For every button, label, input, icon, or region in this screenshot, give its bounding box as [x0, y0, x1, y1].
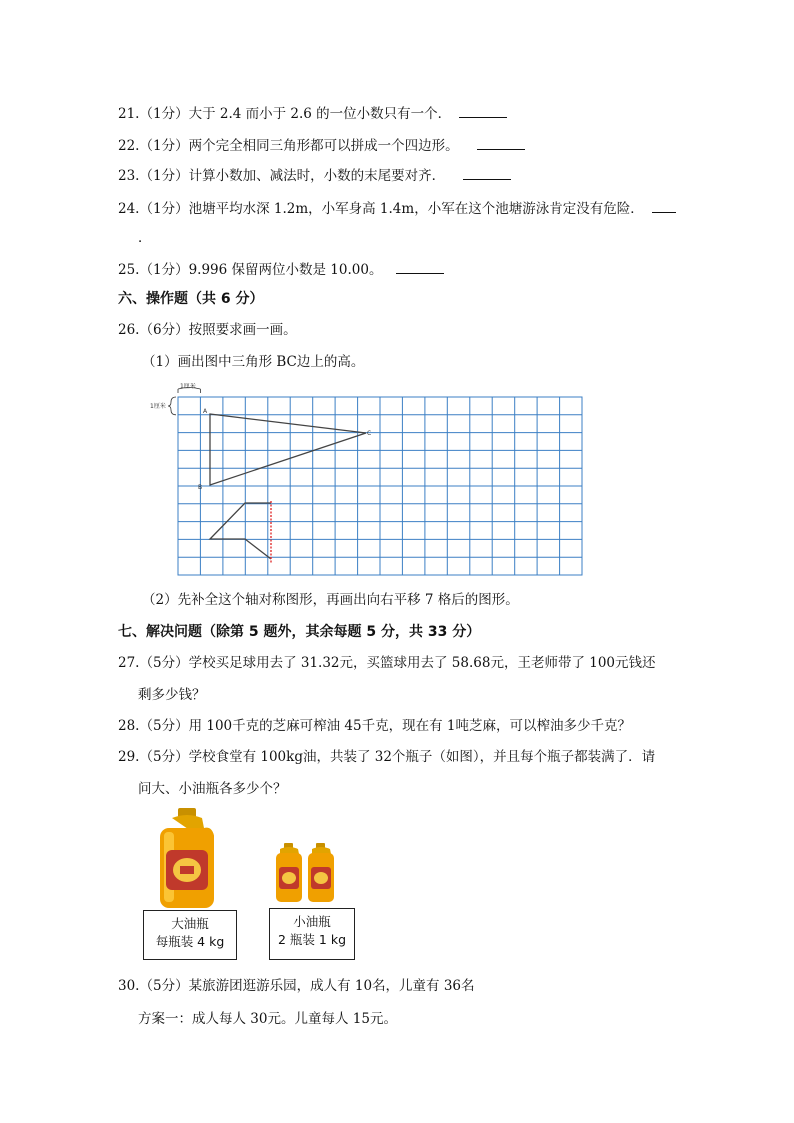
q-text: 学校买足球用去了 31.32元，买篮球用去了 58.68元，王老师带了 100元钱还 [188, 655, 656, 671]
answer-blank[interactable] [652, 198, 676, 213]
half-symmetric-shape [210, 503, 271, 559]
q-score: （6分） [139, 322, 189, 338]
point-a-label: A [203, 408, 208, 415]
q-num: 21. [118, 106, 140, 122]
q-num: 30. [118, 978, 140, 994]
question-26-part2: （2）先补全这个轴对称图形，再画出向右平移 7 格后的图形。 [142, 592, 519, 608]
small-bottle-label [269, 908, 355, 960]
small-bottle-capacity: 2 瓶装 1 kg [278, 932, 346, 947]
answer-blank[interactable] [463, 165, 511, 180]
q-text: 大于 2.4 而小于 2.6 的一位小数只有一个． [188, 106, 452, 122]
q-num: 27. [118, 655, 140, 671]
question-22 [118, 135, 525, 155]
question-25 [118, 259, 444, 279]
q-text: 用 100千克的芝麻可榨油 45千克，现在有 1吨芝麻，可以榨油多少千克？ [188, 718, 631, 734]
question-27-cont: 剩多少钱？ [138, 687, 206, 703]
unit-brace-left [168, 397, 176, 415]
q-score: （1分） [139, 262, 189, 278]
answer-blank[interactable] [477, 135, 525, 150]
question-26-part1: （1）画出图中三角形 BC边上的高。 [142, 354, 365, 370]
q-score: （5分） [139, 749, 189, 765]
q-score: （1分） [139, 138, 189, 154]
q-num: 22. [118, 138, 140, 154]
grid-lines [178, 397, 582, 575]
big-bottle-label [143, 910, 237, 960]
question-29-cont: 问大、小油瓶各多少个？ [138, 781, 287, 797]
q-num: 23. [118, 168, 140, 184]
q-text: 池塘平均水深 1.2m，小军身高 1.4m，小军在这个池塘游泳肯定没有危险． [188, 201, 644, 217]
q-text: 学校食堂有 100kg油，共装了 32个瓶子（如图），并且每个瓶子都装满了．请 [188, 749, 656, 765]
q-num: 28. [118, 718, 140, 734]
q-text: 计算小数加、减法时，小数的末尾要对齐． [188, 168, 446, 184]
question-30-plan1: 方案一：成人每人 30元。儿童每人 15元。 [138, 1011, 397, 1027]
q-score: （5分） [139, 718, 189, 734]
q-text: 某旅游团逛游乐园，成人有 10名，儿童有 36名 [188, 978, 475, 994]
question-23 [118, 165, 511, 185]
q-num: 29. [118, 749, 140, 765]
question-26 [118, 321, 297, 339]
small-bottle-name: 小油瓶 [293, 914, 331, 929]
big-bottle-capacity: 每瓶装 4 kg [155, 934, 225, 949]
answer-blank[interactable] [396, 259, 444, 274]
q-num: 24. [118, 201, 140, 217]
unit-label-left: 1厘米 [150, 403, 166, 410]
big-bottle-name: 大油瓶 [171, 916, 209, 931]
question-27 [118, 654, 656, 672]
answer-blank[interactable] [459, 103, 507, 118]
unit-label-top: 1厘米 [180, 383, 196, 390]
q-text: 9.996 保留两位小数是 10.00。 [188, 262, 383, 278]
section-heading-6: 六、操作题（共 6 分） [118, 291, 264, 307]
question-21 [118, 103, 507, 123]
triangle-abc [210, 414, 366, 485]
q-score: （1分） [139, 106, 189, 122]
small-oil-bottles-icon [274, 842, 336, 904]
q-num: 25. [118, 262, 140, 278]
grid-figure [150, 383, 586, 579]
question-29 [118, 748, 655, 766]
q-score: （1分） [139, 201, 189, 217]
q-score: （5分） [139, 978, 189, 994]
q-text: 按照要求画一画。 [188, 322, 297, 338]
q-score: （5分） [139, 655, 189, 671]
big-oil-bottle-icon [152, 806, 222, 910]
section-heading-7: 七、解决问题（除第 5 题外，其余每题 5 分，共 33 分） [118, 624, 481, 640]
question-30 [118, 977, 475, 995]
q-num: 26. [118, 322, 140, 338]
question-24 [118, 198, 676, 218]
point-c-label: C [367, 430, 372, 437]
question-28 [118, 717, 631, 735]
question-24-cont: ． [138, 230, 152, 246]
q-score: （1分） [139, 168, 189, 184]
point-b-label: B [198, 484, 203, 491]
q-text: 两个完全相同三角形都可以拼成一个四边形。 [188, 138, 459, 154]
